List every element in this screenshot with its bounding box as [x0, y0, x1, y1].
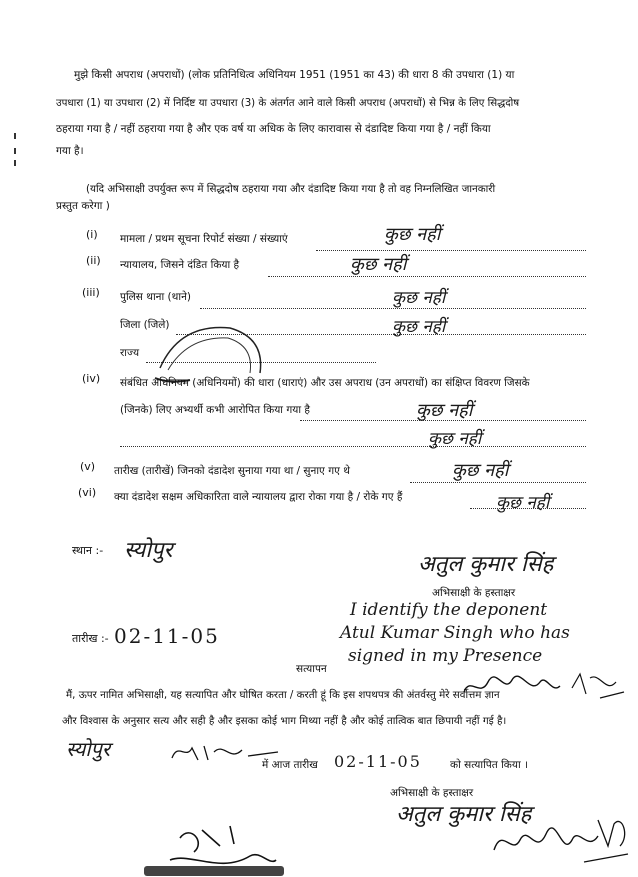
identify-note-line: signed in my Presence [348, 646, 543, 666]
handwritten-answer: कुछ नहीं [452, 460, 509, 481]
margin-mark [14, 160, 16, 166]
item-label: पुलिस थाना (थाने) [120, 291, 192, 303]
answer-line [316, 250, 586, 251]
item-number: (ii) [86, 254, 101, 267]
stamp-smudge [144, 866, 284, 876]
identify-note-line: I identify the deponent [350, 600, 548, 620]
item-number: (vi) [78, 486, 97, 499]
answer-line [200, 308, 586, 309]
condition-line-1: (यदि अभिसाक्षी उपर्युक्त रूप में सिद्धदोष ठहराया गया और दंडादिष्ट किया गया है तो वह निम्नलिखित जानकारी [86, 183, 496, 195]
handwritten-answer: कुछ नहीं [428, 429, 482, 449]
intro-line-3: ठहराया गया है / नहीं ठहराया गया है और एक वर्ष या अधिक के लिए कारावास से दंडादिष्ट किया गया है / नहीं किया [56, 123, 491, 135]
verification-line-1: मैं, ऊपर नामित अभिसाक्षी, यह सत्यापित और घोषित करता / करती हूं कि इस शपथपत्र की अंतर्वस्तु मेरे सर्वोत्तम ज्ञान [66, 689, 500, 701]
item-label: मामला / प्रथम सूचना रिपोर्ट संख्या / संख्याएं [120, 233, 288, 245]
verification-heading: सत्यापन [296, 663, 327, 675]
handwritten-answer: कुछ नहीं [392, 317, 446, 337]
verify-signature-label: अभिसाक्षी के हस्ताक्षर [390, 787, 474, 799]
handwritten-answer: कुछ नहीं [392, 288, 446, 308]
handwritten-answer: कुछ नहीं [416, 400, 473, 421]
intro-line-2: उपधारा (1) या उपधारा (2) में निर्दिष्ट या उपधारा (3) के अंतर्गत आने वाले किसी अपराध (अपराधों) से भिन्न के लिए सिद्धदोष [56, 98, 520, 109]
handwritten-answer: कुछ नहीं [496, 493, 550, 513]
answer-line [120, 446, 586, 447]
advocate-bottom-signature [488, 806, 636, 876]
item-number: (iii) [82, 286, 100, 299]
date-label: तारीख :- [72, 632, 109, 645]
handwritten-answer: कुछ नहीं [350, 254, 407, 275]
item-label: जिला (जिले) [120, 319, 170, 331]
identify-note-line: Atul Kumar Singh who has [340, 623, 570, 643]
verification-end: को सत्यापित किया । [450, 759, 528, 771]
item-label: क्या दंडादेश सक्षम अधिकारिता वाले न्यायालय द्वारा रोका गया है / रोके गए हैं [114, 491, 403, 503]
margin-mark [14, 148, 16, 154]
item-number: (iv) [82, 372, 101, 385]
verification-place: स्योपुर [66, 737, 111, 761]
answer-line [410, 482, 586, 483]
verification-line-2: और विश्वास के अनुसार सत्य और सही है और इसका कोई भाग मिथ्या नहीं है और कोई तात्विक बात छिपायी नहीं गई है। [62, 715, 507, 727]
handwritten-answer: कुछ नहीं [384, 224, 441, 245]
answer-line [268, 276, 586, 277]
intro-line-4: गया है। [56, 145, 84, 157]
item-number: (v) [80, 460, 96, 473]
date-value: 02-11-05 [114, 624, 220, 648]
signature-label: अभिसाक्षी के हस्ताक्षर [432, 587, 516, 599]
verification-mid: में आज तारीख [262, 759, 318, 771]
item-label: राज्य [120, 347, 140, 359]
verify-signature: अतुल कुमार सिंह [396, 802, 532, 827]
verification-date: 02-11-05 [334, 752, 422, 771]
item-iv-line-2: (जिनके) लिए अभ्यर्थी कभी आरोपित किया गया है [120, 404, 310, 416]
place-value: स्योपुर [124, 538, 173, 563]
item-label: तारीख (तारीखें) जिनको दंडादेश सुनाया गया था / सुनाए गए थे [114, 465, 350, 477]
item-number: (i) [86, 228, 98, 241]
item-label: न्यायालय, जिसने दंडित किया है [120, 259, 240, 271]
margin-mark [14, 133, 16, 139]
item-iv-line-1: संबंधित अधिनियम (अधिनियमों) की धारा (धाराएं) और उस अपराध (उन अपराधों) का संक्षिप्त विवरण जिसके [120, 377, 530, 389]
intro-line-1: मुझे किसी अपराध (अपराधों) (लोक प्रतिनिधित्व अधिनियम 1951 (1951 का 43) की धारा 8 की उपधारा (1) या [74, 69, 515, 81]
place-label: स्थान :- [72, 544, 104, 557]
deponent-signature: अतुल कुमार सिंह [418, 552, 554, 577]
condition-line-2: प्रस्तुत करेगा ) [56, 200, 110, 212]
